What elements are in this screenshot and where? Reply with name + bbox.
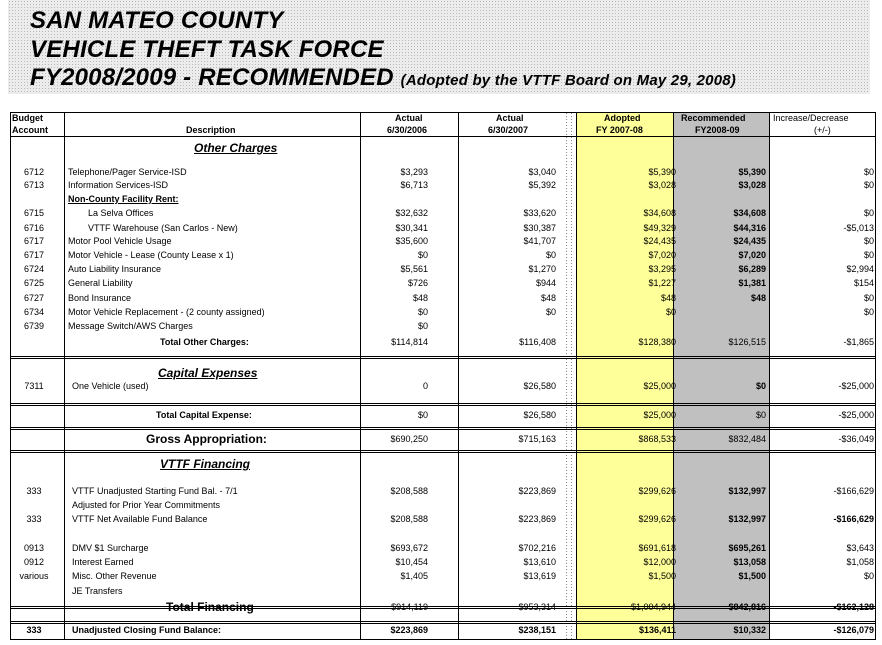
adopted-value: $25,000	[643, 410, 676, 420]
grid-line	[10, 112, 876, 113]
recommended-value: $10,332	[733, 625, 766, 635]
recommended-value: $6,289	[738, 264, 766, 274]
inc-dec-value: -$166,629	[833, 486, 874, 496]
actual-2007-value: $0	[545, 307, 556, 317]
account-code: 7311	[24, 381, 44, 391]
actual-2006-value: $208,588	[390, 486, 428, 496]
actual-2007-value: $1,270	[528, 264, 556, 274]
inc-dec-value: -$162,128	[833, 602, 874, 612]
account-code: 333	[26, 625, 42, 635]
table-row-total	[10, 623, 876, 637]
actual-2006-value: $0	[417, 410, 428, 420]
inc-dec-value: $1,058	[846, 557, 874, 567]
adopted-value: $3,028	[648, 180, 676, 190]
actual-2007-value: $0	[545, 250, 556, 260]
actual-2006-value: $690,250	[390, 434, 428, 444]
row-description: Misc. Other Revenue	[72, 571, 157, 581]
row-description: One Vehicle (used)	[72, 381, 149, 391]
actual-2006-value: $0	[417, 307, 428, 317]
adopted-value: $1,004,944	[630, 602, 676, 612]
account-code: 6727	[23, 293, 45, 303]
row-description: DMV $1 Surcharge	[72, 543, 149, 553]
adopted-value: $299,626	[638, 486, 676, 496]
inc-dec-value: $3,643	[846, 543, 874, 553]
table-row-total	[10, 432, 876, 448]
section-capital-expenses: Capital Expenses	[158, 366, 258, 380]
inc-dec-value: $0	[863, 236, 874, 246]
recommended-value: $24,435	[733, 236, 766, 246]
account-code: 333	[26, 514, 42, 524]
actual-2007-value: $26,580	[523, 381, 556, 391]
adopted-value: $299,626	[638, 514, 676, 524]
actual-2006-value: $32,632	[395, 208, 428, 218]
table-row	[10, 498, 876, 512]
actual-2007-value: $238,151	[518, 625, 556, 635]
actual-2006-value: $6,713	[400, 180, 428, 190]
recommended-value: $3,028	[738, 180, 766, 190]
account-code: 0912	[23, 557, 45, 567]
section-other-charges: Other Charges	[194, 141, 278, 155]
row-description: VTTF Warehouse (San Carlos - New)	[88, 223, 238, 233]
recommended-value: $695,261	[728, 543, 766, 553]
table-row	[10, 291, 876, 305]
actual-2006-value: $208,588	[390, 514, 428, 524]
inc-dec-value: $2,994	[846, 264, 874, 274]
row-description: Total Financing	[166, 600, 254, 614]
adopted-value: $24,435	[643, 236, 676, 246]
adopted-value: $691,618	[638, 543, 676, 553]
row-description: Auto Liability Insurance	[68, 264, 162, 274]
grid-line	[10, 639, 876, 640]
actual-2007-value: $944	[535, 278, 556, 288]
actual-2007-value: $223,869	[518, 514, 556, 524]
actual-2006-value: $10,454	[395, 557, 428, 567]
header-description: Description	[186, 125, 236, 135]
actual-2006-value: $114,814	[391, 337, 428, 347]
recommended-value: $7,020	[738, 250, 766, 260]
account-code: 6716	[23, 223, 45, 233]
total-rule	[10, 450, 876, 453]
table-row-total	[10, 335, 876, 349]
recommended-value: $13,058	[733, 557, 766, 567]
row-description: Non-County Facility Rent:	[68, 194, 179, 204]
table-row-total	[10, 408, 876, 422]
header-actual-2006: Actual	[395, 113, 423, 123]
account-code: 6725	[23, 278, 45, 288]
row-description: VTTF Unadjusted Starting Fund Bal. - 7/1	[72, 486, 238, 496]
actual-2006-value: $30,341	[395, 223, 428, 233]
row-description: Telephone/Pager Service-ISD	[68, 167, 187, 177]
recommended-value: $842,816	[728, 602, 766, 612]
recommended-value: $44,316	[733, 223, 766, 233]
account-code: 6717	[23, 250, 45, 260]
actual-2006-value: 0	[422, 381, 428, 391]
row-description: Information Services-ISD	[68, 180, 169, 190]
actual-2007-value: $26,580	[523, 410, 556, 420]
header-date-2006: 6/30/2006	[387, 125, 428, 135]
table-row	[10, 192, 876, 206]
actual-2007-value: $13,610	[523, 557, 556, 567]
row-description: JE Transfers	[72, 586, 123, 596]
actual-2006-value: $223,869	[390, 625, 428, 635]
table-row	[10, 206, 876, 220]
inc-dec-value: $0	[863, 293, 874, 303]
recommended-value: $832,484	[728, 434, 766, 444]
adopted-value: $1,227	[648, 278, 676, 288]
actual-2007-value: $3,040	[528, 167, 556, 177]
actual-2006-value: $48	[412, 293, 428, 303]
header-increase-decrease: Increase/Decrease	[773, 113, 849, 123]
adopted-value: $49,329	[643, 223, 676, 233]
title-recommended: FY2008/2009 - RECOMMENDED	[30, 64, 394, 91]
header-budget: Budget	[12, 113, 43, 123]
table-row	[10, 319, 876, 333]
recommended-value: $0	[755, 381, 766, 391]
actual-2007-value: $953,314	[518, 602, 556, 612]
inc-dec-value: -$1,865	[843, 337, 874, 347]
recommended-value: $132,997	[728, 514, 766, 524]
account-code: 0913	[23, 543, 45, 553]
actual-2006-value: $1,405	[400, 571, 428, 581]
table-row	[10, 512, 876, 526]
actual-2006-value: $693,672	[390, 543, 428, 553]
table-row	[10, 555, 876, 569]
table-row	[10, 221, 876, 235]
table-row	[10, 584, 876, 598]
row-description: Bond Insurance	[68, 293, 132, 303]
actual-2007-value: $13,619	[523, 571, 556, 581]
account-code: 6734	[23, 307, 45, 317]
account-code: 6724	[23, 264, 45, 274]
header-account: Account	[12, 125, 48, 135]
header-inc-dec-sign: (+/-)	[814, 125, 831, 135]
account-code: 6717	[23, 236, 45, 246]
header-recommended-period: FY2008-09	[695, 125, 740, 135]
inc-dec-value: -$166,629	[833, 514, 874, 524]
inc-dec-value: $0	[863, 250, 874, 260]
recommended-value: $1,381	[738, 278, 766, 288]
recommended-value: $5,390	[738, 167, 766, 177]
actual-2007-value: $715,163	[518, 434, 556, 444]
grid-line	[10, 136, 876, 137]
adopted-value: $868,533	[638, 434, 676, 444]
budget-table	[10, 112, 876, 640]
inc-dec-value: $0	[863, 208, 874, 218]
total-rule	[10, 356, 876, 359]
adopted-value: $136,411	[638, 625, 676, 635]
adopted-value: $7,020	[648, 250, 676, 260]
header-adopted: Adopted	[604, 113, 641, 123]
actual-2007-value: $48	[540, 293, 556, 303]
row-description: Total Other Charges:	[160, 337, 249, 347]
row-description: Adjusted for Prior Year Commitments	[72, 500, 221, 510]
table-row	[10, 484, 876, 498]
header-recommended: Recommended	[681, 113, 746, 123]
adopted-value: $3,295	[648, 264, 676, 274]
inc-dec-value: $0	[863, 167, 874, 177]
adopted-value: $48	[660, 293, 676, 303]
recommended-value: $48	[750, 293, 766, 303]
adopted-value: $34,608	[643, 208, 676, 218]
inc-dec-value: -$36,049	[838, 434, 874, 444]
total-rule	[10, 403, 876, 406]
table-row	[10, 248, 876, 262]
recommended-value: $0	[755, 410, 766, 420]
actual-2006-value: $0	[417, 321, 428, 331]
adopted-value: $5,390	[648, 167, 676, 177]
inc-dec-value: -$25,000	[838, 381, 874, 391]
title-adoption-note: (Adopted by the VTTF Board on May 29, 2008)	[400, 72, 736, 89]
actual-2007-value: $33,620	[523, 208, 556, 218]
row-description: La Selva Offices	[88, 208, 154, 218]
row-description: Motor Vehicle Replacement - (2 county assigned)	[68, 307, 265, 317]
inc-dec-value: -$25,000	[838, 410, 874, 420]
table-row	[10, 379, 876, 393]
recommended-value: $1,500	[738, 571, 766, 581]
actual-2007-value: $116,408	[519, 337, 556, 347]
table-row	[10, 178, 876, 192]
header-date-2007: 6/30/2007	[488, 125, 529, 135]
table-row	[10, 305, 876, 319]
account-code: 6739	[23, 321, 45, 331]
row-description: Unadjusted Closing Fund Balance:	[72, 625, 222, 635]
table-row	[10, 541, 876, 555]
table-row	[10, 569, 876, 583]
adopted-value: $0	[665, 307, 676, 317]
adopted-value: $25,000	[643, 381, 676, 391]
title-line-3	[30, 64, 736, 92]
actual-2006-value: $3,293	[400, 167, 428, 177]
actual-2006-value: $0	[417, 250, 428, 260]
row-description: Motor Pool Vehicle Usage	[68, 236, 172, 246]
row-description: Total Capital Expense:	[156, 410, 252, 420]
table-row	[10, 276, 876, 290]
row-description: VTTF Net Available Fund Balance	[72, 514, 208, 524]
actual-2006-value: $726	[407, 278, 428, 288]
account-code: various	[19, 571, 49, 581]
row-description: Interest Earned	[72, 557, 134, 567]
table-row	[10, 165, 876, 179]
inc-dec-value: $0	[863, 307, 874, 317]
row-description: General Liability	[68, 278, 133, 288]
inc-dec-value: -$5,013	[843, 223, 874, 233]
actual-2007-value: $702,216	[518, 543, 556, 553]
inc-dec-value: $0	[863, 571, 874, 581]
account-code: 333	[26, 486, 42, 496]
actual-2006-value: $35,600	[395, 236, 428, 246]
header-actual-2007: Actual	[496, 113, 524, 123]
title-line-2: VEHICLE THEFT TASK FORCE	[30, 36, 384, 63]
actual-2007-value: $30,387	[523, 223, 556, 233]
row-description: Message Switch/AWS Charges	[68, 321, 193, 331]
table-row	[10, 234, 876, 248]
total-rule	[10, 427, 876, 430]
adopted-value: $1,500	[648, 571, 676, 581]
actual-2006-value: $5,561	[400, 264, 428, 274]
recommended-value: $126,515	[728, 337, 766, 347]
account-code: 6712	[23, 167, 45, 177]
inc-dec-value: -$126,079	[833, 625, 874, 635]
actual-2007-value: $41,707	[523, 236, 556, 246]
table-row	[10, 262, 876, 276]
row-description: Gross Appropriation:	[146, 432, 267, 446]
section-vttf-financing: VTTF Financing	[160, 457, 250, 471]
adopted-value: $128,380	[638, 337, 676, 347]
actual-2007-value: $5,392	[528, 180, 556, 190]
title-line-1: SAN MATEO COUNTY	[30, 7, 284, 34]
actual-2007-value: $223,869	[518, 486, 556, 496]
recommended-value: $34,608	[733, 208, 766, 218]
inc-dec-value: $0	[863, 180, 874, 190]
inc-dec-value: $154	[853, 278, 874, 288]
table-row-total	[10, 600, 876, 616]
title-banner	[8, 0, 870, 94]
adopted-value: $12,000	[643, 557, 676, 567]
account-code: 6715	[23, 208, 45, 218]
actual-2006-value: $914,119	[391, 602, 428, 612]
recommended-value: $132,997	[728, 486, 766, 496]
header-adopted-period: FY 2007-08	[596, 125, 643, 135]
account-code: 6713	[23, 180, 45, 190]
row-description: Motor Vehicle - Lease (County Lease x 1)	[68, 250, 234, 260]
